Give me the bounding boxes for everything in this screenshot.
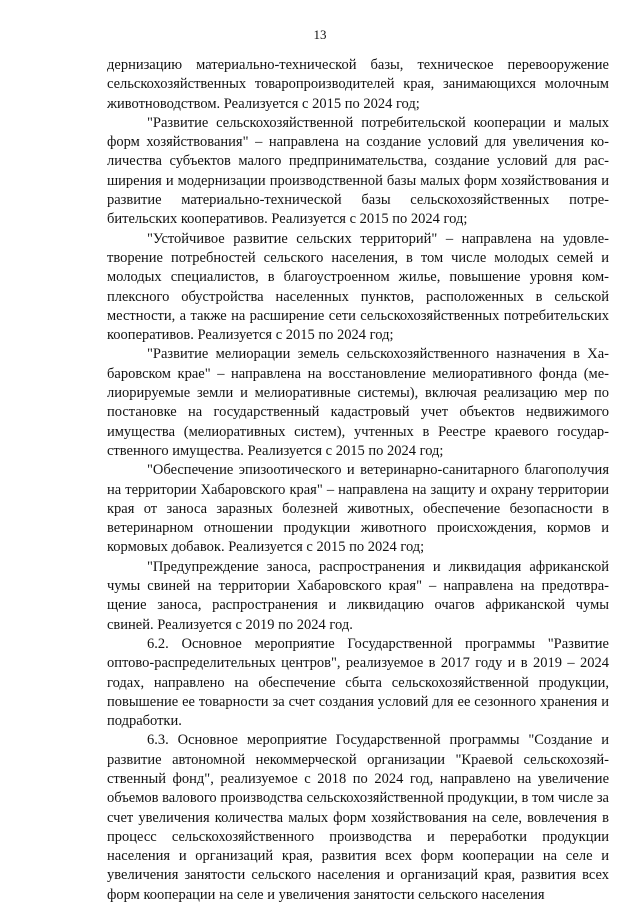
paragraph-section-6-2: 6.2. Основное мероприятие Государственной программы "Развитие оптово-распределительных центров", реализуемое в 2017 году и в 2019 – 2024 годах, направлено на обеспечение сбыта сельскохозяйственной продукции, повышение ее товарности за счет создания условий для ее сезонного хранения и подработки. — [107, 635, 609, 730]
paragraph-section-6-3: 6.3. Основное мероприятие Государственной программы "Создание и развитие автономной некоммерческой организации "Краевой сельскохозяйственный фонд", реализуемое с 2018 по 2024 год, направлено на увеличение объемов валового производства сельскохозяйственной продукции, в том числе за счет увеличения количества малых форм хозяйствования на селе, вовлечения в процесс сельскохозяйственного производства и переработки продукции населения и организаций края, развития всех форм кооперации на селе и увеличения занятости сельского населения и организаций края, развития всех форм кооперации на селе и увеличения занятости сельского населения — [107, 732, 609, 903]
paragraph-continued: дернизацию материально-технической базы, техническое перевооружение сельскохозяйственных товаропроизводителей края, занимающихся молочным животноводством. Реализуется с 2015 по 2024 год; — [107, 57, 609, 112]
page-number: 13 — [313, 27, 327, 42]
paragraph-subprogram-cooperation: "Развитие сельскохозяйственной потребительской кооперации и малых форм хозяйствования" – направлена на создание условий для увеличения количества субъектов малого предпринимательства, создание условий для расширения и модернизации производственной базы малых форм хозяйствования и развитие материально-технической базы сельскохозяйственных потребительских кооперативов. Реализуется с 2015 по 2024 год; — [107, 114, 609, 228]
paragraph-subprogram-rural-territories: "Устойчивое развитие сельских территорий" – направлена на удовлетворение потребностей сельского населения, в том числе молодых семей и молодых специалистов, в благоустроенном жилье, повышение уровня комплексного обустройства населенных пунктов, расположенных в сельской местности, а также на расширение сети сельскохозяйственных потребительских кооперативов. Реализуется с 2015 по 2024 год; — [107, 230, 609, 344]
paragraph-subprogram-swine-fever: "Предупреждение заноса, распространения и ликвидация африканской чумы свиней на территории Хабаровского края" – направлена на предотвращение заноса, распространения и ликвидацию очагов африканской чумы свиней. Реализуется с 2019 по 2024 год. — [107, 558, 609, 633]
paragraph-subprogram-melioration: "Развитие мелиорации земель сельскохозяйственного назначения в Хабаровском крае" – направлена на восстановление мелиоративного фонда (мелиорируемые земли и мелиоративные системы), включая реализацию мер по постановке на государственный кадастровый учет объектов недвижимого имущества (мелиоративных систем), учтенных в Реестре краевого государственного имущества. Реализуется с 2015 по 2024 год; — [107, 346, 609, 459]
document-body — [107, 56, 609, 905]
paragraph-subprogram-veterinary: "Обеспечение эпизоотического и ветеринарно-санитарного благополучия на территории Хабаровского края" – направлена на защиту и охрану территории края от заноса заразных болезней животных, обеспечение безопасности в ветеринарном отношении продукции животного происхождения, кормов и кормовых добавок. Реализуется с 2015 по 2024 год; — [107, 462, 609, 556]
